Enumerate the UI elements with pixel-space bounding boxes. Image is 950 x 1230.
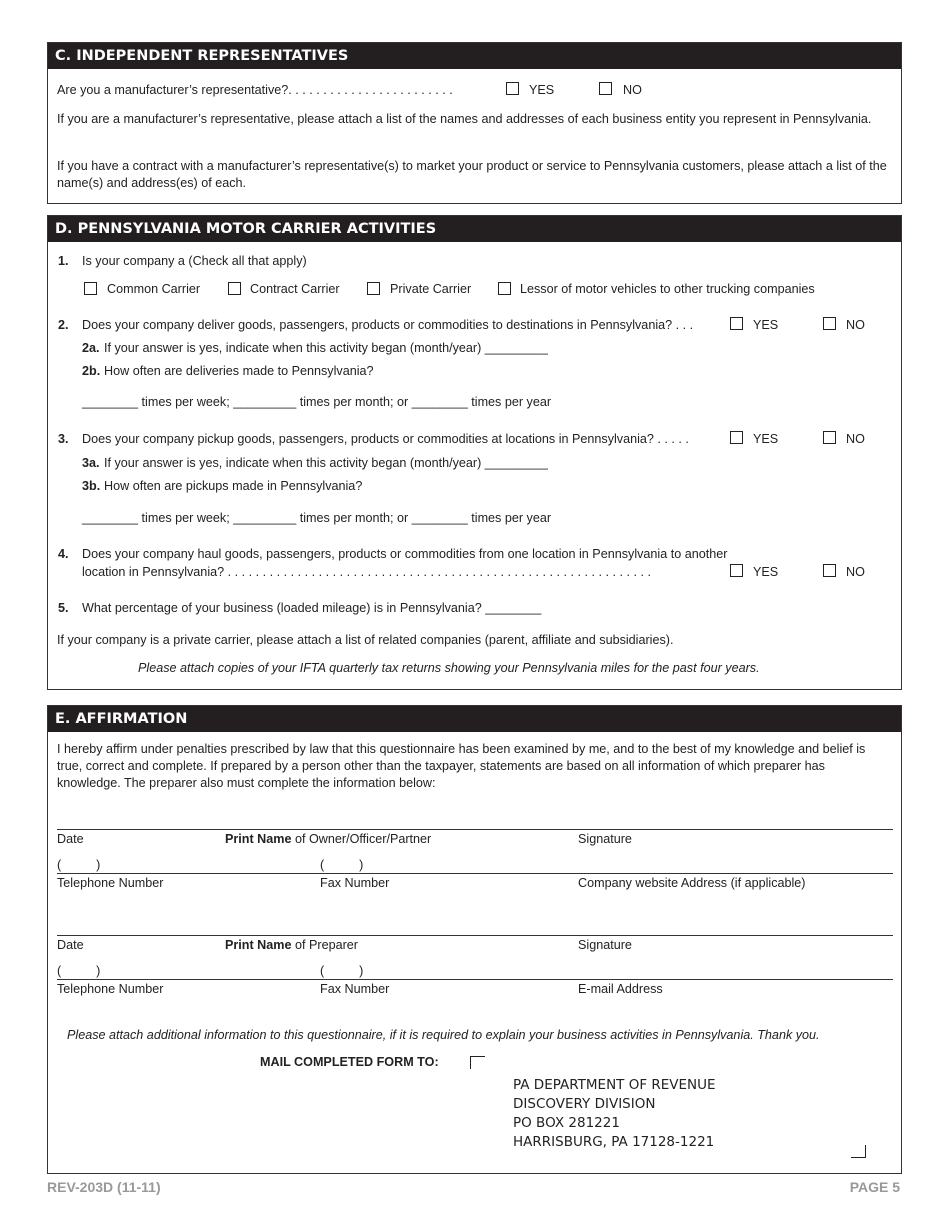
- fax-area-code: ( ): [320, 964, 364, 978]
- yes-label: YES: [753, 318, 779, 332]
- q2-no-checkbox[interactable]: [823, 317, 836, 330]
- preparer-signature-line[interactable]: [57, 935, 893, 936]
- address-line: PO BOX 281221: [513, 1115, 620, 1131]
- signature-label: Signature: [578, 938, 632, 952]
- q3a-text: If your answer is yes, indicate when this activity began (month/year) _________: [104, 456, 548, 470]
- q4-text: Does your company haul goods, passengers, products or commodities from one location in Pennsylvania to another: [82, 547, 728, 561]
- manufacturer-rep-question: Are you a manufacturer’s representative?. . . . . . . . . . . . . . . . . . . . . . . .: [57, 83, 453, 97]
- date-label: Date: [57, 832, 84, 846]
- affirmation-text: I hereby affirm under penalties prescribed by law that this questionnaire has been examined by me, and to the best of my knowledge and belief is true, correct and complete. If prepared by a person other than the taxpayer, statements are based on all information of which preparer has knowledge. The preparer also must complete the information below:: [57, 742, 866, 790]
- question-number: 3b.: [82, 479, 101, 493]
- lessor-checkbox[interactable]: [498, 282, 511, 295]
- section-c-title: C. INDEPENDENT REPRESENTATIVES: [48, 43, 901, 69]
- phone-area-code: ( ): [57, 964, 101, 978]
- q3-yes-checkbox[interactable]: [730, 431, 743, 444]
- telephone-label: Telephone Number: [57, 876, 164, 890]
- manufacturer-rep-instruction: If you are a manufacturer’s representative, please attach a list of the names and addresses of each business entity you represent in Pennsylvania.: [57, 112, 872, 126]
- q3-text: Does your company pickup goods, passengers, products or commodities at locations in Pennsylvania? . . . . .: [82, 432, 689, 446]
- section-e-title: E. AFFIRMATION: [48, 706, 901, 732]
- section-d-title: D. PENNSYLVANIA MOTOR CARRIER ACTIVITIES: [48, 216, 901, 242]
- pickup-frequency-fields[interactable]: ________ times per week; _________ times per month; or ________ times per year: [82, 511, 552, 525]
- signature-line[interactable]: [57, 829, 893, 830]
- address-line: PA DEPARTMENT OF REVENUE: [513, 1077, 716, 1093]
- section-e: [47, 705, 902, 1174]
- q2-yes-checkbox[interactable]: [730, 317, 743, 330]
- no-label: NO: [623, 83, 642, 97]
- yes-label: YES: [753, 432, 779, 446]
- manufacturer-rep-yes-checkbox[interactable]: [506, 82, 519, 95]
- delivery-frequency-fields[interactable]: ________ times per week; _________ times per month; or ________ times per year: [82, 395, 552, 409]
- contract-rep-instruction: If you have a contract with a manufacturer’s representative(s) to market your product or service to Pennsylvania customers, please attach a list of the name(s) and address(es) of each.: [57, 159, 887, 190]
- yes-label: YES: [529, 83, 555, 97]
- ifta-note: Please attach copies of your IFTA quarterly tax returns showing your Pennsylvania miles for the past four years.: [138, 661, 760, 675]
- no-label: NO: [846, 318, 865, 332]
- q4-yes-checkbox[interactable]: [730, 564, 743, 577]
- q2b-text: How often are deliveries made to Pennsylvania?: [104, 364, 374, 378]
- print-name-label: Print Name: [225, 938, 292, 952]
- form-number: REV-203D (11-11): [47, 1179, 161, 1195]
- attach-note: Please attach additional information to this questionnaire, if it is required to explain your business activities in Pennsylvania. Thank you.: [67, 1028, 820, 1042]
- contract-carrier-checkbox[interactable]: [228, 282, 241, 295]
- address-line: DISCOVERY DIVISION: [513, 1096, 656, 1112]
- q2a-text: If your answer is yes, indicate when this activity began (month/year) _________: [104, 341, 548, 355]
- question-number: 3a.: [82, 456, 100, 470]
- lessor-label: Lessor of motor vehicles to other trucking companies: [520, 282, 815, 296]
- fax-label: Fax Number: [320, 876, 390, 890]
- no-label: NO: [846, 432, 865, 446]
- email-label: E-mail Address: [578, 982, 663, 996]
- contact-line[interactable]: [57, 873, 893, 874]
- question-number: 5.: [58, 601, 69, 615]
- q5-text: What percentage of your business (loaded mileage) is in Pennsylvania? ________: [82, 601, 542, 615]
- preparer-contact-line[interactable]: [57, 979, 893, 980]
- date-label: Date: [57, 938, 84, 952]
- owner-label: of Owner/Officer/Partner: [291, 832, 432, 846]
- private-carrier-checkbox[interactable]: [367, 282, 380, 295]
- telephone-label: Telephone Number: [57, 982, 164, 996]
- q4-text-cont: location in Pennsylvania? . . . . . . . . . . . . . . . . . . . . . . . . . . . . . . . . . . . . . . . . . . . . . . . . . . . . . . . . . . . . .: [82, 565, 651, 579]
- section-d: [47, 215, 902, 690]
- fax-area-code: ( ): [320, 858, 364, 872]
- q1-text: Is your company a (Check all that apply): [82, 254, 307, 268]
- q4-no-checkbox[interactable]: [823, 564, 836, 577]
- preparer-label: of Preparer: [291, 938, 358, 952]
- question-number: 2b.: [82, 364, 101, 378]
- q3b-text: How often are pickups made in Pennsylvania?: [104, 479, 363, 493]
- common-carrier-checkbox[interactable]: [84, 282, 97, 295]
- question-number: 4.: [58, 547, 69, 561]
- website-label: Company website Address (if applicable): [578, 876, 806, 890]
- phone-area-code: ( ): [57, 858, 101, 872]
- fax-label: Fax Number: [320, 982, 390, 996]
- private-carrier-label: Private Carrier: [390, 282, 472, 296]
- address-corner-mark: [851, 1145, 866, 1158]
- question-number: 2a.: [82, 341, 100, 355]
- address-line: HARRISBURG, PA 17128-1221: [513, 1134, 715, 1150]
- question-number: 3.: [58, 432, 69, 446]
- common-carrier-label: Common Carrier: [107, 282, 201, 296]
- q3-no-checkbox[interactable]: [823, 431, 836, 444]
- private-carrier-note: If your company is a private carrier, please attach a list of related companies (parent, affiliate and subsidiaries).: [57, 633, 674, 647]
- print-name-label: Print Name: [225, 832, 292, 846]
- no-label: NO: [846, 565, 865, 579]
- manufacturer-rep-no-checkbox[interactable]: [599, 82, 612, 95]
- question-number: 2.: [58, 318, 69, 332]
- mail-label: MAIL COMPLETED FORM TO:: [260, 1055, 439, 1069]
- page-number: PAGE 5: [849, 1179, 900, 1195]
- contract-carrier-label: Contract Carrier: [250, 282, 340, 296]
- signature-label: Signature: [578, 832, 632, 846]
- question-number: 1.: [58, 254, 69, 268]
- address-corner-mark: [470, 1056, 485, 1069]
- yes-label: YES: [753, 565, 779, 579]
- q2-text: Does your company deliver goods, passengers, products or commodities to destinations in Pennsylvania? . . .: [82, 318, 694, 332]
- section-c: [47, 42, 902, 204]
